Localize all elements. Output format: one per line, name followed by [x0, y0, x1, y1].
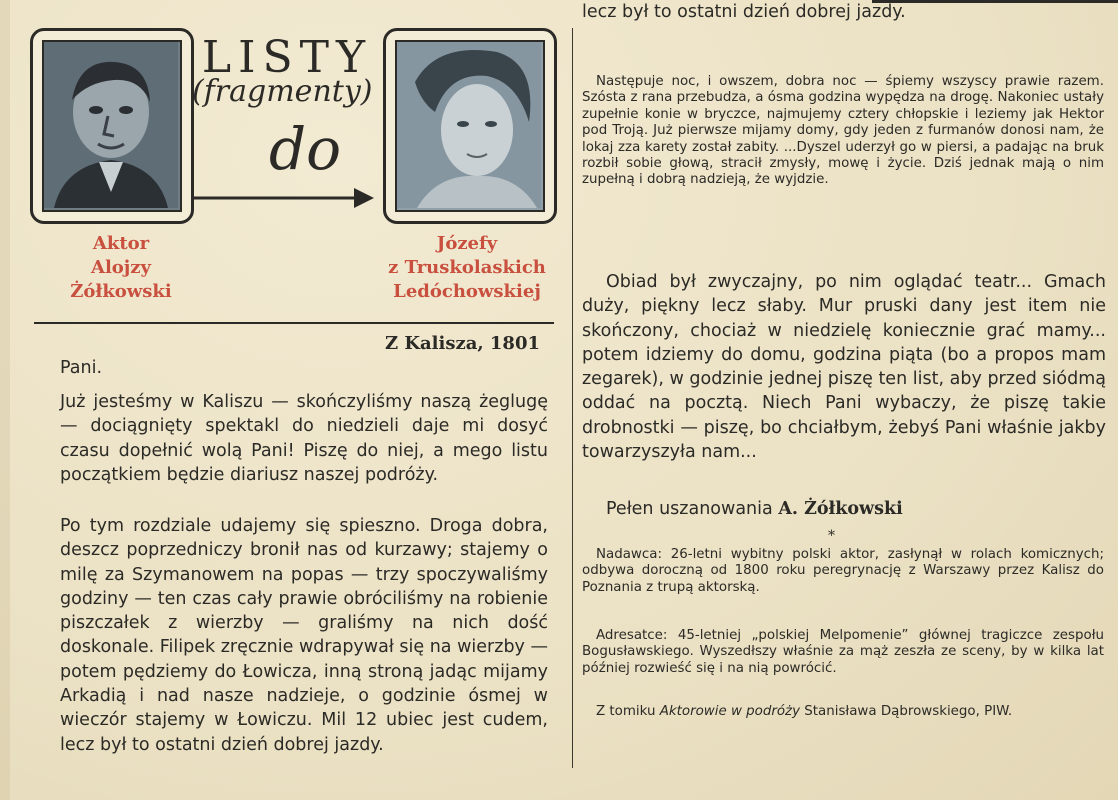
note-text: 26-letni wybitny polski aktor, zasłynął w rolach komicznych; odbywa doroczną od 1800 roku peregrynację z Warszawy przez Kalisz do Poznania z trupą aktorską.	[582, 547, 1104, 595]
recipient-name-line: Józefy	[436, 233, 498, 254]
paragraph-text: Obiad był zwyczajny, po nim oglądać teatr... Gmach duży, piękny lecz słaby. Mur pruski dany jest item nie skończony, chociaż w niedzielę koniecznie grać mamy... potem idziemy do domu, godzina piąta (bo a propos mam zegarek), w godzinie jednej piszę ten list, aby przed siódmą oddać na pocztą. Niech Pani wybaczy, że piszę takie drobnostki — piszę, bo chciałbym, żebyś Pani właśnie jakby towarzyszyła nam...	[582, 272, 1106, 463]
letter-paragraph-2	[60, 514, 548, 758]
recipient-name-line: Ledóchowskiej	[393, 281, 541, 302]
arrow-icon	[190, 180, 380, 216]
paragraph-text: Już jesteśmy w Kaliszu — skończyliśmy naszą żeglugę — dociągnięty spektakl do niedzieli daje mi dosyć czasu dopełnić wolą Pani! Piszę do niej, a mego listu początkiem będzie diariusz naszej podróży.	[60, 392, 548, 485]
note-source	[582, 704, 1104, 720]
column-divider	[572, 28, 573, 768]
recipient-name-line: z Truskolaskich	[388, 257, 546, 278]
sender-name-line: Aktor	[92, 233, 150, 254]
sender-portrait-frame	[30, 28, 194, 224]
source-prefix: Z tomiku	[596, 704, 656, 719]
paragraph-text: Po tym rozdziale udajemy się spieszno. Droga dobra, deszcz poprzedniczy bronił nas od kurzawy; stajemy o milę za Szymanowem na popas — trzy spoczywaliśmy godziny — ten czas cały prawie obróciliśmy na robienie piszczałek z wierzby — graliśmy na nich dość doskonale. Filipek zręcznie wdrapywał się na wierzby — potem pędziemy do Łowicza, inną stroną jadąc mijamy Arkadią i nad nasze nadzieje, o godzinie ósmej w wieczór stajemy w Łowiczu. Mil 12 ubiec jest cudem, lecz był to ostatni dzień dobrej jazdy.	[60, 516, 548, 755]
letter-place-date: Z Kalisza, 1801	[384, 333, 540, 354]
closing-text: Pełen uszanowania	[606, 499, 773, 519]
sender-portrait-image	[44, 42, 178, 208]
recipient-portrait-image	[397, 42, 541, 208]
recipient-portrait	[395, 40, 545, 212]
letter-paragraph-4	[582, 270, 1106, 464]
letter-paragraph-1	[60, 390, 548, 487]
letter-paragraph-2-continued	[582, 1, 1104, 74]
page-edge-shadow	[0, 0, 10, 800]
signature: A. Żółkowski	[778, 499, 903, 519]
note-label: Nadawca:	[596, 547, 662, 562]
letter-salutation: Pani.	[60, 358, 103, 378]
recipient-portrait-frame	[383, 28, 557, 224]
sender-portrait	[42, 40, 182, 212]
source-author: Stanisława Dąbrowskiego, PIW.	[804, 704, 1013, 719]
recipient-name	[362, 232, 572, 304]
sender-name	[66, 232, 176, 304]
note-text: 45-letniej „polskiej Melpomenie” głównej tragiczce zespołu Bogusławskiego. Wyszedłszy właśnie za mąż zeszła ze sceny, by w kilka lat później rozwieść się i na nią powrócić.	[582, 628, 1104, 676]
source-title: Aktorowie w podróży	[659, 704, 801, 719]
page-subtitle: (fragmenty)	[192, 74, 373, 109]
note-paragraph	[582, 547, 1104, 596]
paragraph-text: lecz był to ostatni dzień dobrej jazdy.	[582, 1, 906, 22]
header-rule	[34, 322, 554, 324]
continuation-offset	[582, 0, 1104, 24]
note-recipient	[582, 628, 1104, 677]
sender-name-line: Żółkowski	[70, 281, 172, 302]
page-title: LISTY	[201, 32, 373, 83]
connector-word: do	[268, 115, 342, 183]
sender-name-line: Alojzy	[90, 257, 151, 278]
note-label: Adresatce:	[596, 628, 668, 643]
letter-closing	[606, 497, 1106, 521]
paragraph-text: Następuje noc, i owszem, dobra noc — śpiemy wszyscy prawie razem. Szósta z rana przebudza, a ósma godzina wypędza na drogę. Nakoniec ustały zupełnie konie w bryczce, najmujemy cztery chłopskie i leziemy jak Hektor pod Troją. Już pierwsze mijamy domy, gdy jeden z furmanów donosi nam, że lokaj zza karety został zabity. ...Dyszel uderzył go w piersi, a padając na bruk rozbił sobie głową, stracił zmysły, mowę i życie. Dziś jednak mają o nim zupełną i dobrą nadzieją, że wyjdzie.	[582, 74, 1104, 188]
note-paragraph	[582, 704, 1104, 720]
note-paragraph	[582, 628, 1104, 677]
separator-star: *	[828, 528, 835, 544]
letter-paragraph-3	[582, 74, 1104, 189]
note-sender	[582, 547, 1104, 596]
